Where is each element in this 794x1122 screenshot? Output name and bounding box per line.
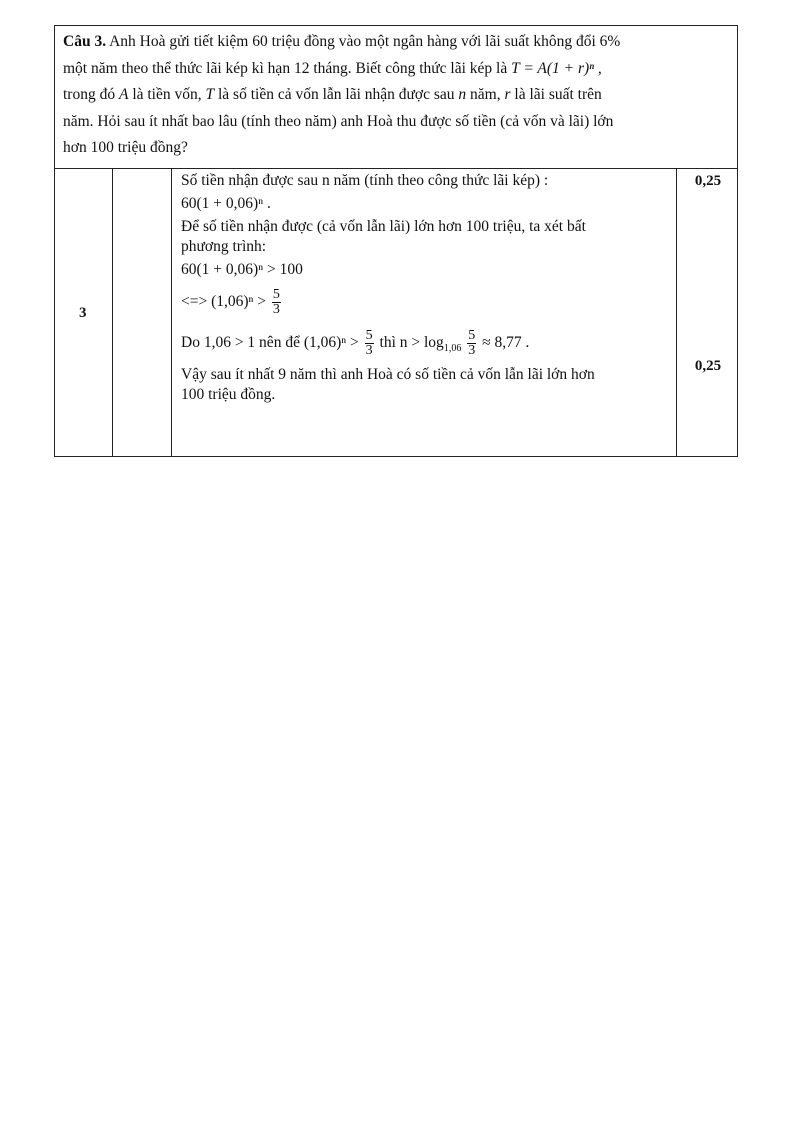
question-number: 3	[79, 305, 87, 321]
fraction: $\frac{5}{3}$	[468, 328, 476, 358]
question-text	[55, 26, 737, 169]
column-divider	[171, 169, 172, 456]
question-line-2: một năm theo thể thức lãi kép kì hạn 12 tháng. Biết công thức lãi kép là T = A(1 + r)ⁿ ,	[63, 59, 602, 77]
question-line-3: trong đó A là tiền vốn, T là số tiền cả vốn lẫn lãi nhận được sau n năm, r là lãi suất trên	[63, 86, 602, 103]
conclusion-step: Do 1,06 > 1 nên để (1,06)ⁿ > $\frac{5}{3}$ thì $n > \log_{1,06}$ $\frac{5}{3}$ ≈ 8,77 .	[181, 328, 530, 358]
question-line-1: Câu 3. Anh Hoà gửi tiết kiệm 60 triệu đồng vào một ngân hàng với lãi suất không đổi 6%	[63, 33, 621, 50]
answer-key-table	[54, 25, 738, 457]
score-2: 0,25	[694, 358, 722, 374]
solution-text: Số tiền nhận được sau n năm (tính theo công thức lãi kép) : 60(1 + 0,06)ⁿ . Để số tiền nhận được (cả vốn lẫn lãi) lớn hơn 100 triệu, ta xét bất phương trình: 60(1 + 0,06)ⁿ > 100 <=> (1,06)ⁿ > $\frac{5}{3}$ Do 1,06 > 1 nên để (1,06)ⁿ > $\frac{5}{3}$ thì $n > \log_{1,06}$ $\frac{5}{3}$ ≈ 8,77 . Vậy sau ít nhất 9 năm thì anh Hoà có số tiền cả vốn lẫn lãi lớn hơn 100 triệu đồng.	[181, 171, 677, 405]
question-label: Câu 3.	[63, 33, 107, 50]
question-line-5: hơn 100 triệu đồng?	[63, 139, 188, 156]
answer-row	[55, 169, 737, 456]
column-divider	[112, 169, 113, 456]
compound-interest-formula: T = A(1 + r)ⁿ ,	[511, 59, 602, 77]
fraction: $\frac{5}{3}$	[272, 287, 280, 317]
inequality-step: <=> (1,06)ⁿ > $\frac{5}{3}$	[181, 287, 280, 317]
score-1: 0,25	[694, 173, 722, 189]
fraction: $\frac{5}{3}$	[365, 328, 373, 358]
question-line-4: năm. Hỏi sau ít nhất bao lâu (tính theo năm) anh Hoà thu được số tiền (cả vốn và lãi) lớn	[63, 112, 614, 130]
